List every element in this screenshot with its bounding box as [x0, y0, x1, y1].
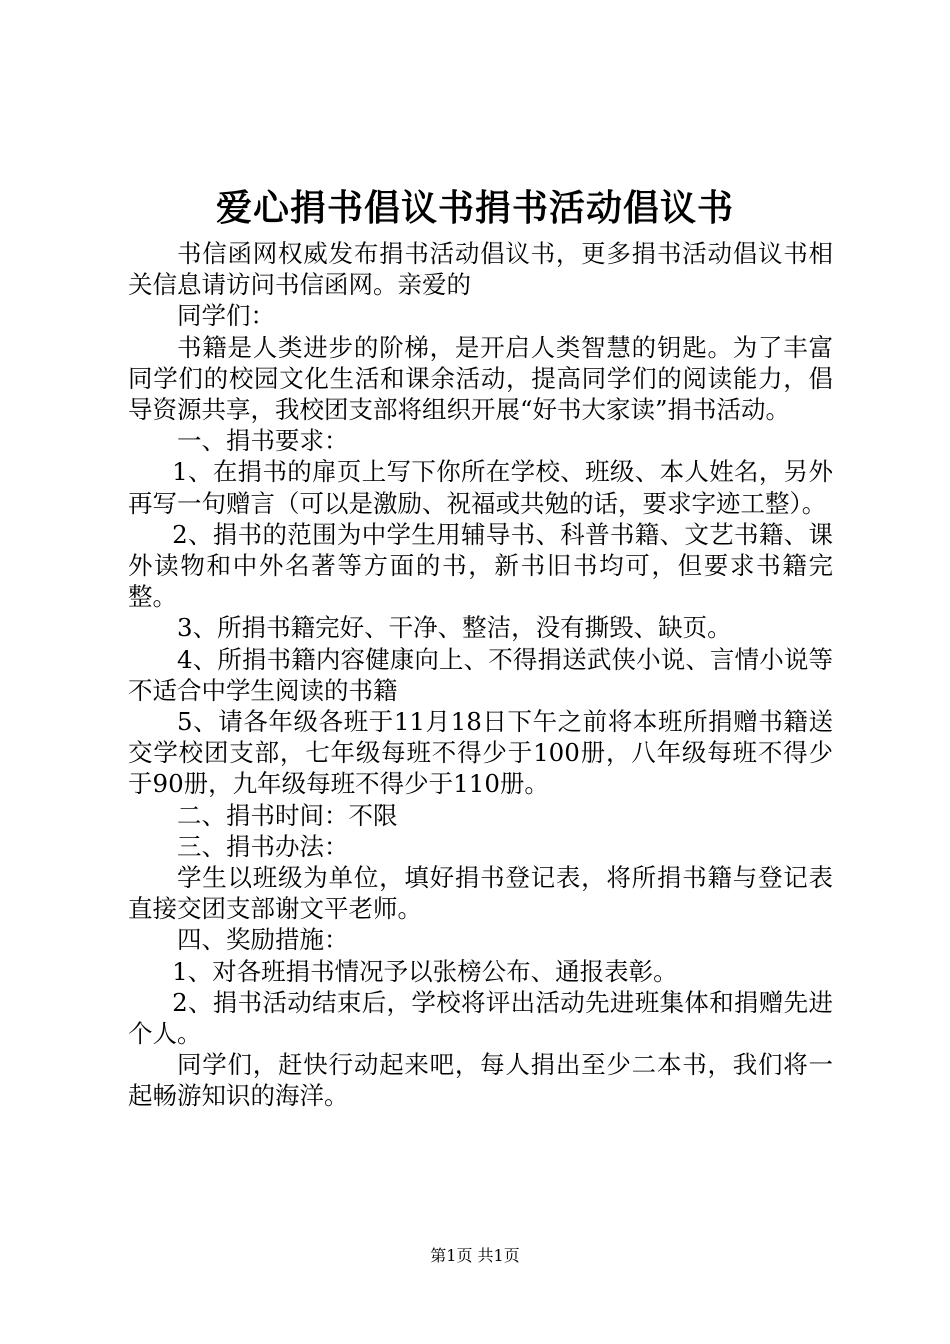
page-footer: 第1页 共1页 — [430, 1246, 520, 1265]
paragraph-salutation: 同学们： — [177, 301, 275, 331]
paragraph-intro: 书信函网权威发布捐书活动倡议书，更多捐书活动倡议书相关信息请访问书信函网。亲爱的 — [128, 239, 833, 300]
requirement-item-4: 4、所捐书籍内容健康向上、不得捐送武侠小说、言情小说等不适合中学生阅读的书籍 — [128, 644, 833, 705]
document-body — [128, 238, 833, 1112]
requirement-item-5: 5、请各年级各班于11月18日下午之前将本班所捐赠书籍送交学校团支部，七年级每班不得少于100册，八年级每班不得少于90册，九年级每班不得少于110册。 — [128, 707, 833, 799]
paragraph-purpose: 书籍是人类进步的阶梯，是开启人类智慧的钥匙。为了丰富同学们的校园文化生活和课余活动，提高同学们的阅读能力，倡导资源共享，我校团支部将组织开展“好书大家读”捐书活动。 — [128, 332, 833, 425]
paragraph-closing: 同学们，赶快行动起来吧，每人捐出至少二本书，我们将一起畅游知识的海洋。 — [128, 1050, 833, 1111]
heading-time: 二、捐书时间：不限 — [177, 800, 398, 830]
heading-rewards: 四、奖励措施： — [177, 925, 349, 955]
heading-requirements: 一、捐书要求： — [177, 426, 349, 456]
document-title: 爱心捐书倡议书捐书活动倡议书 — [215, 187, 734, 229]
requirement-item-2: 2、捐书的范围为中学生用辅导书、科普书籍、文艺书籍、课外读物和中外名著等方面的书，新书旧书均可，但要求书籍完整。 — [128, 519, 833, 612]
reward-item-1: 1、对各班捐书情况予以张榜公布、通报表彰。 — [172, 956, 678, 986]
requirement-item-3: 3、所捐书籍完好、干净、整洁，没有撕毁、缺页。 — [177, 613, 732, 643]
requirement-item-1: 1、在捐书的扉页上写下你所在学校、班级、本人姓名，另外再写一句赠言（可以是激励、祝福或共勉的话，要求字迹工整）。 — [128, 457, 833, 518]
reward-item-2: 2、捐书活动结束后，学校将评出活动先进班集体和捐赠先进个人。 — [128, 987, 833, 1049]
method-text: 学生以班级为单位，填好捐书登记表，将所捐书籍与登记表直接交团支部谢文平老师。 — [128, 863, 833, 924]
heading-method: 三、捐书办法： — [177, 831, 349, 861]
